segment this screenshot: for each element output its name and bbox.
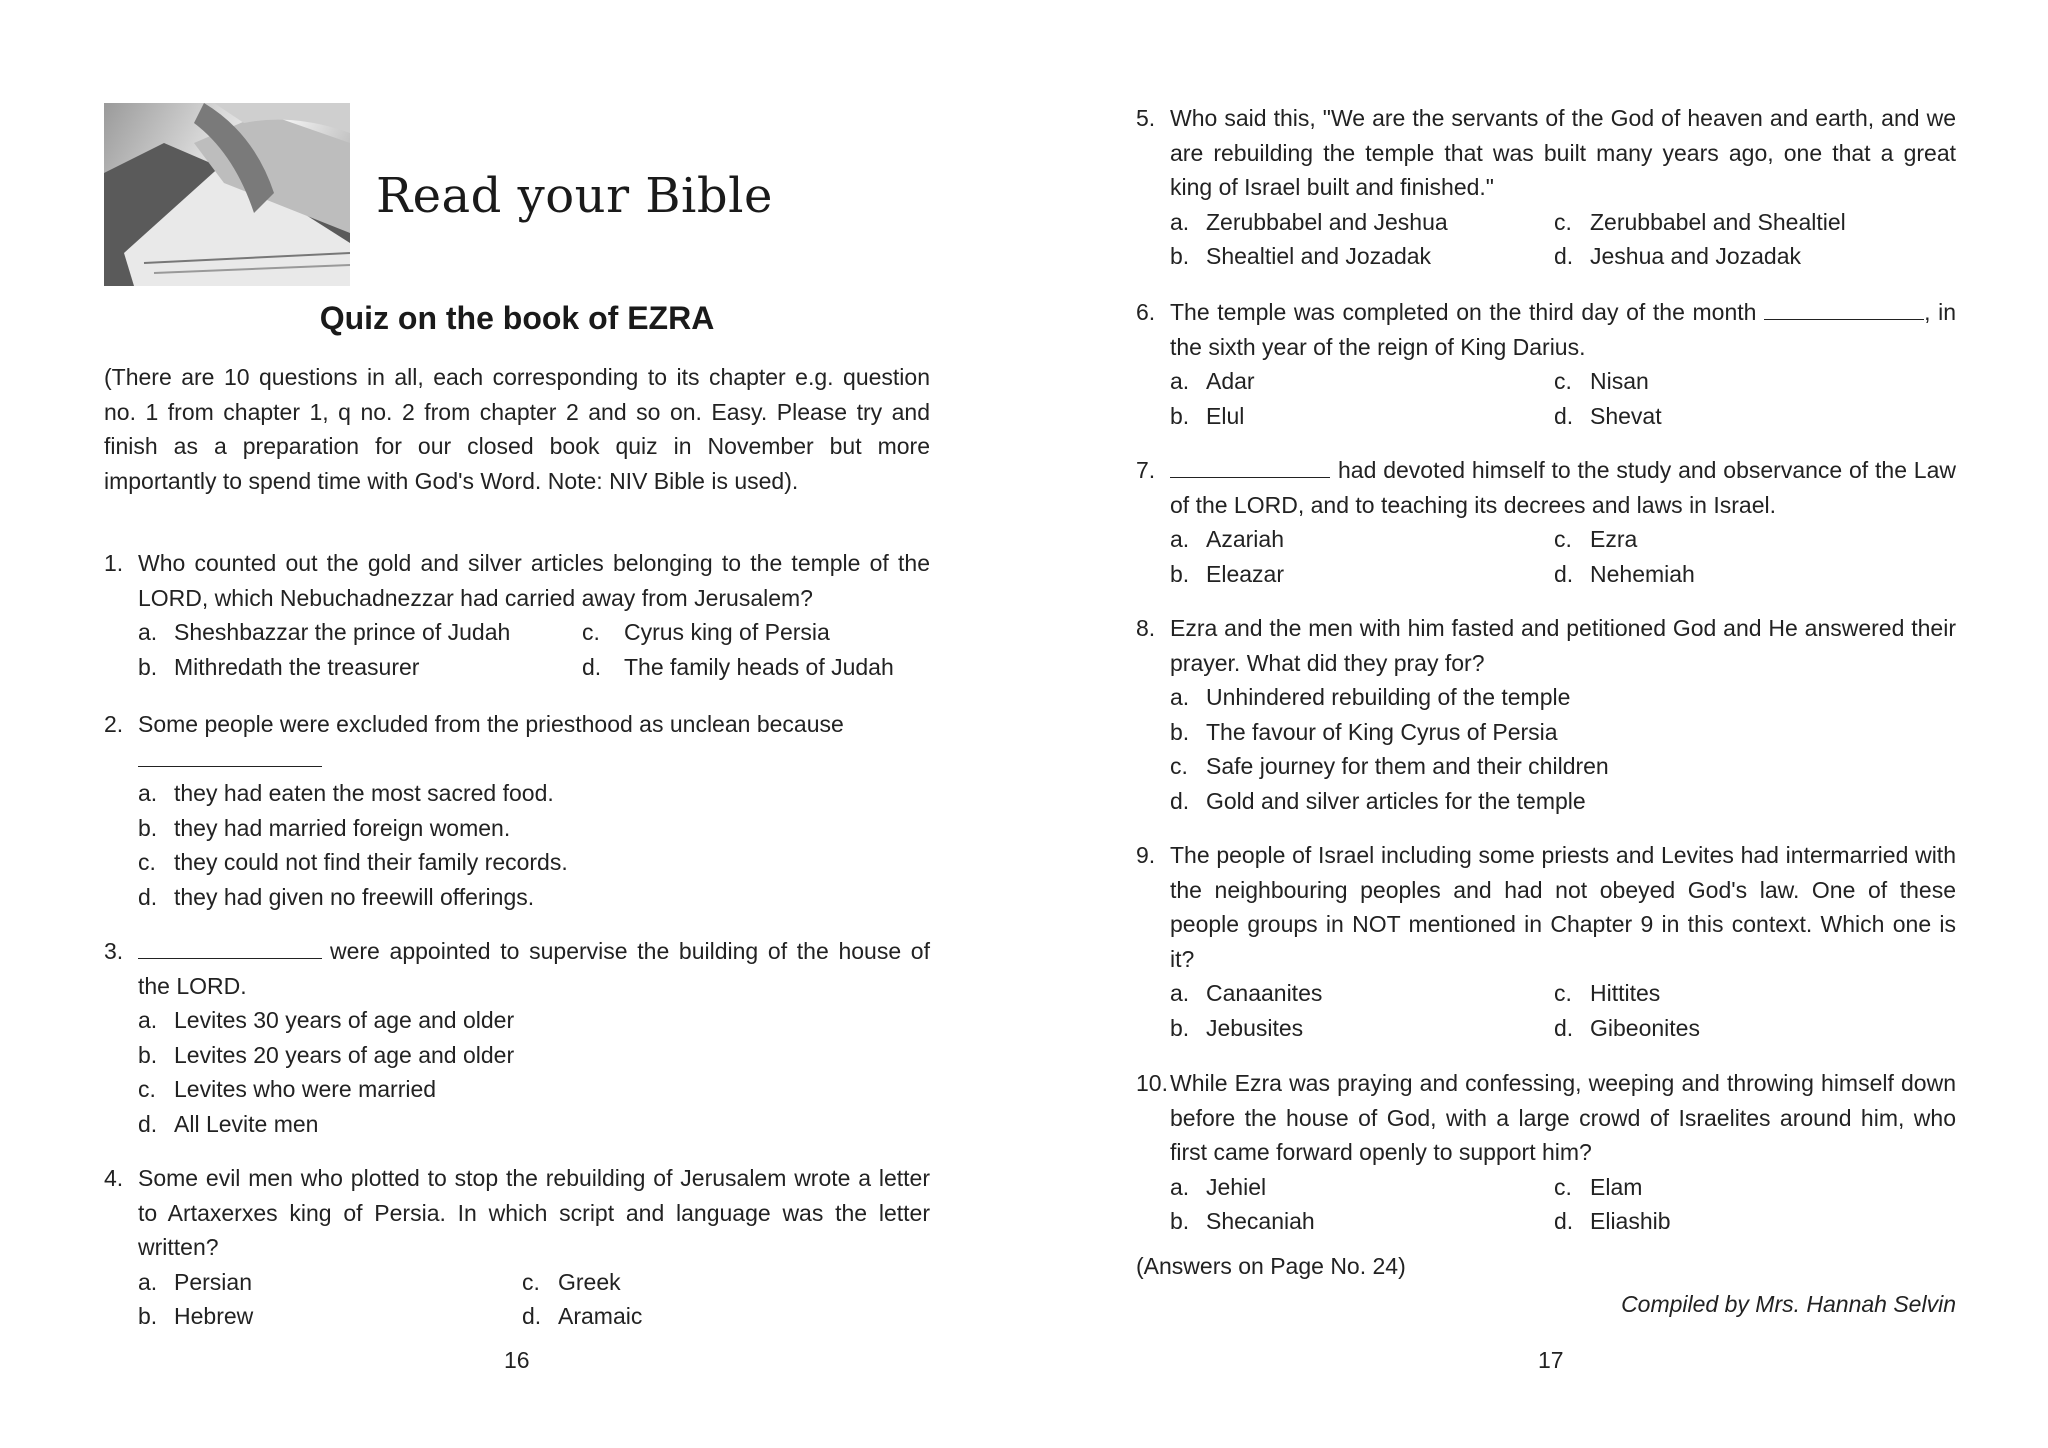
option-text: Levites who were married bbox=[174, 1076, 437, 1102]
option-text: Hittites bbox=[1590, 980, 1661, 1006]
option-letter: c. bbox=[138, 1076, 156, 1102]
option-letter: d. bbox=[1554, 243, 1574, 269]
question-number: 3. bbox=[104, 938, 124, 964]
option-text: Shecaniah bbox=[1206, 1208, 1315, 1234]
option-text: Aramaic bbox=[558, 1303, 643, 1329]
options bbox=[138, 615, 930, 684]
page-number: 17 bbox=[1538, 1347, 1564, 1373]
option-text: Eliashib bbox=[1590, 1208, 1671, 1234]
option-text: The favour of King Cyrus of Persia bbox=[1206, 718, 1558, 745]
question-number: 6. bbox=[1136, 299, 1156, 325]
option-letter: b. bbox=[1170, 718, 1190, 745]
option-b bbox=[138, 1038, 930, 1073]
option-letter: d. bbox=[1554, 402, 1574, 429]
option-text: Levites 20 years of age and older bbox=[174, 1041, 515, 1068]
option-b bbox=[138, 811, 930, 846]
option-letter: d. bbox=[138, 883, 158, 910]
option-c bbox=[138, 845, 930, 880]
option-letter: c. bbox=[1554, 368, 1572, 394]
options bbox=[138, 1265, 930, 1334]
option-letter: c. bbox=[522, 1268, 540, 1295]
question-text: Who counted out the gold and silver articles belonging to the temple of the LORD, which Nebuchadnezzar had carried away from Jerusalem? bbox=[138, 550, 930, 611]
option-letter: c. bbox=[1554, 208, 1572, 235]
question-10 bbox=[1136, 1066, 1956, 1239]
option-text: they had married foreign women. bbox=[174, 814, 511, 841]
option-d bbox=[1170, 784, 1956, 819]
question-text bbox=[138, 934, 930, 1003]
option-c bbox=[1170, 749, 1956, 784]
option-letter: b. bbox=[1170, 1014, 1190, 1041]
question-3 bbox=[104, 934, 930, 1141]
option-letter: a. bbox=[1170, 1173, 1190, 1200]
option-text: Nehemiah bbox=[1590, 560, 1695, 587]
question-number: 7. bbox=[1136, 457, 1156, 483]
option-text: Safe journey for them and their children bbox=[1206, 753, 1609, 779]
option-d bbox=[138, 1107, 930, 1142]
option-letter: c. bbox=[138, 849, 156, 875]
option-text: Hebrew bbox=[174, 1303, 254, 1329]
options bbox=[1170, 976, 1956, 1045]
option-letter: b. bbox=[138, 653, 158, 680]
option-text: Cyrus king of Persia bbox=[624, 619, 830, 645]
options bbox=[1170, 522, 1956, 591]
option-text: they had eaten the most sacred food. bbox=[174, 780, 554, 806]
question-text bbox=[1170, 295, 1956, 364]
option-text: Azariah bbox=[1206, 526, 1284, 552]
question-4 bbox=[104, 1161, 930, 1334]
question-number: 1. bbox=[104, 550, 124, 576]
option-letter: b. bbox=[1170, 560, 1190, 587]
question-2 bbox=[104, 707, 930, 914]
question-text: Some people were excluded from the priesthood as unclean because bbox=[138, 711, 844, 737]
question-number: 9. bbox=[1136, 842, 1156, 868]
option-letter: a. bbox=[138, 1268, 158, 1295]
option-letter: c. bbox=[582, 619, 600, 645]
option-c bbox=[138, 1072, 930, 1107]
option-text: Gibeonites bbox=[1590, 1014, 1700, 1041]
question-text: Some evil men who plotted to stop the rebuilding of Jerusalem wrote a letter to Artaxerxes king of Persia. In which script and language was the letter written? bbox=[138, 1165, 930, 1260]
option-text: Jehiel bbox=[1206, 1173, 1267, 1200]
blank-line bbox=[138, 938, 322, 959]
question-text: The people of Israel including some priests and Levites had intermarried with the neighbouring peoples and had not obeyed God's law. One of these people groups in NOT mentioned in Chapter 9 in this context. Which one is it? bbox=[1170, 842, 1956, 972]
options bbox=[1170, 364, 1956, 433]
option-text: Elam bbox=[1590, 1173, 1643, 1200]
option-letter: d. bbox=[1554, 1208, 1574, 1234]
answers-note: (Answers on Page No. 24) bbox=[1136, 1253, 1406, 1279]
bible-photo bbox=[104, 103, 350, 286]
option-text: Unhindered rebuilding of the temple bbox=[1206, 684, 1571, 710]
option-text: Sheshbazzar the prince of Judah bbox=[174, 619, 511, 645]
option-text: Shevat bbox=[1590, 402, 1662, 429]
question-text-content: had devoted himself to the study and observance of the Law of the LORD, and to teaching its decrees and laws in Israel. bbox=[1170, 457, 1956, 518]
option-letter: a. bbox=[1170, 526, 1190, 552]
options bbox=[1170, 1170, 1956, 1239]
compiled-by: Compiled by Mrs. Hannah Selvin bbox=[1621, 1291, 1956, 1317]
option-letter: a. bbox=[138, 780, 158, 806]
question-number: 8. bbox=[1136, 615, 1156, 641]
option-letter: a. bbox=[1170, 980, 1190, 1006]
option-letter: b. bbox=[1170, 243, 1190, 269]
question-number: 5. bbox=[1136, 105, 1156, 131]
question-number: 4. bbox=[104, 1165, 124, 1191]
option-text: Shealtiel and Jozadak bbox=[1206, 243, 1432, 269]
option-a bbox=[1170, 680, 1956, 715]
question-text: While Ezra was praying and confessing, weeping and throwing himself down before the house of God, with a large crowd of Israelites around him, who first came forward openly to support him? bbox=[1170, 1070, 1956, 1165]
option-b bbox=[1170, 715, 1956, 750]
question-text-content: were appointed to supervise the building of the house of the LORD. bbox=[138, 938, 930, 999]
option-text: Nisan bbox=[1590, 368, 1649, 394]
question-7 bbox=[1136, 453, 1956, 591]
option-text: The family heads of Judah bbox=[624, 653, 894, 680]
option-letter: b. bbox=[138, 1041, 158, 1068]
option-letter: b. bbox=[1170, 1208, 1190, 1234]
option-a bbox=[138, 776, 930, 811]
left-page bbox=[104, 0, 930, 1448]
option-letter: c. bbox=[1170, 753, 1188, 779]
option-text: Mithredath the treasurer bbox=[174, 653, 420, 680]
option-letter: a. bbox=[1170, 368, 1190, 394]
masthead: Read your Bible bbox=[376, 168, 773, 224]
blank-line bbox=[1170, 457, 1330, 478]
question-text: Ezra and the men with him fasted and petitioned God and He answered their prayer. What did they pray for? bbox=[1170, 615, 1956, 676]
option-letter: c. bbox=[1554, 980, 1572, 1006]
right-page bbox=[1136, 0, 1956, 1448]
blank-line bbox=[138, 746, 322, 767]
question-5 bbox=[1136, 101, 1956, 274]
question-text-before: The temple was completed on the third day of the month bbox=[1170, 299, 1757, 325]
option-text: Adar bbox=[1206, 368, 1255, 394]
option-text: Jeshua and Jozadak bbox=[1590, 243, 1801, 269]
options bbox=[1170, 205, 1956, 274]
option-text: Zerubbabel and Jeshua bbox=[1206, 208, 1448, 235]
option-a bbox=[138, 1003, 930, 1038]
option-letter: d. bbox=[138, 1110, 158, 1137]
option-d bbox=[138, 880, 930, 915]
option-letter: b. bbox=[138, 1303, 158, 1329]
option-text: Elul bbox=[1206, 402, 1245, 429]
page-number: 16 bbox=[504, 1347, 530, 1373]
quiz-title: Quiz on the book of EZRA bbox=[319, 300, 715, 336]
option-text: they had given no freewill offerings. bbox=[174, 883, 535, 910]
question-text-after: , in the sixth year of the reign of King Darius. bbox=[1170, 299, 1957, 360]
answer-blank bbox=[138, 742, 930, 777]
open-book-illustration bbox=[104, 103, 350, 286]
option-text: Eleazar bbox=[1206, 560, 1284, 587]
option-letter: c. bbox=[1554, 526, 1572, 552]
option-text: All Levite men bbox=[174, 1110, 319, 1137]
intro-paragraph: (There are 10 questions in all, each corresponding to its chapter e.g. question no. 1 from chapter 1, q no. 2 from chapter 2 and so on. Easy. Please try and finish as a preparation for our closed book quiz in November but more importantly to spend time with God's Word. Note: NIV Bible is used). bbox=[104, 364, 930, 494]
question-8 bbox=[1136, 611, 1956, 818]
question-text: Who said this, "We are the servants of the God of heaven and earth, and we are rebuilding the temple that was built many years ago, one that a great king of Israel built and finished." bbox=[1170, 105, 1956, 200]
option-letter: a. bbox=[1170, 208, 1190, 235]
option-letter: d. bbox=[582, 653, 602, 680]
question-6 bbox=[1136, 295, 1956, 433]
question-number: 10. bbox=[1136, 1070, 1168, 1096]
option-text: they could not find their family records. bbox=[174, 849, 568, 875]
option-text: Ezra bbox=[1590, 526, 1638, 552]
option-letter: a. bbox=[138, 619, 158, 645]
option-letter: c. bbox=[1554, 1173, 1572, 1200]
option-letter: d. bbox=[1554, 560, 1574, 587]
option-letter: b. bbox=[138, 814, 158, 841]
option-letter: b. bbox=[1170, 402, 1190, 429]
option-letter: d. bbox=[1554, 1014, 1574, 1041]
option-letter: d. bbox=[522, 1303, 542, 1329]
option-text: Zerubbabel and Shealtiel bbox=[1590, 208, 1846, 235]
option-letter: a. bbox=[1170, 684, 1190, 710]
option-text: Persian bbox=[174, 1268, 252, 1295]
option-letter: a. bbox=[138, 1007, 158, 1033]
question-text bbox=[1170, 453, 1956, 522]
question-1 bbox=[104, 546, 930, 684]
question-9 bbox=[1136, 838, 1956, 1045]
question-number: 2. bbox=[104, 711, 124, 737]
option-text: Jebusites bbox=[1206, 1014, 1304, 1041]
blank-line bbox=[1764, 299, 1924, 320]
option-text: Canaanites bbox=[1206, 980, 1323, 1006]
option-text: Levites 30 years of age and older bbox=[174, 1007, 515, 1033]
option-text: Gold and silver articles for the temple bbox=[1206, 787, 1586, 814]
option-letter: d. bbox=[1170, 787, 1190, 814]
option-text: Greek bbox=[558, 1268, 621, 1295]
